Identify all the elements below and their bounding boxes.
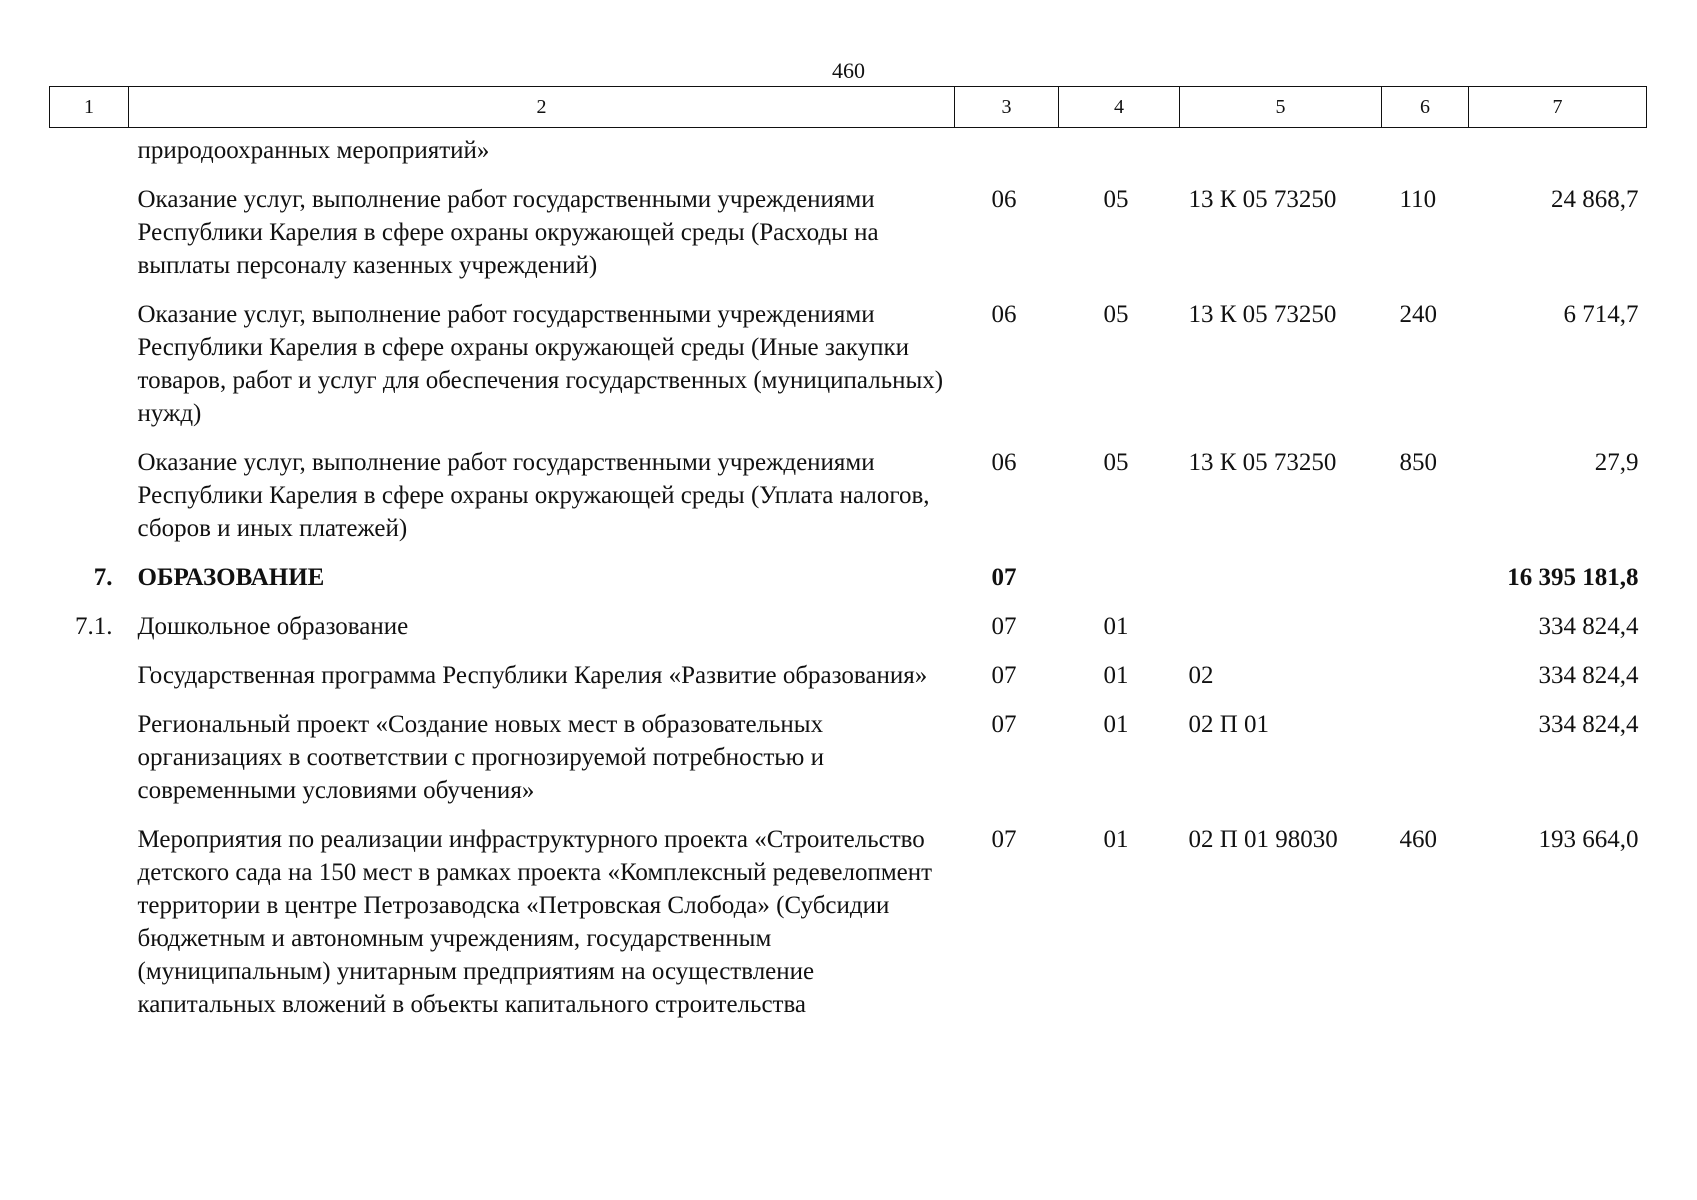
row-amount: 193 664,0	[1538, 826, 1639, 853]
row-subsection-code: 01	[1103, 613, 1129, 640]
row-section-code: 07	[991, 613, 1017, 640]
row-amount: 334 824,4	[1538, 613, 1639, 640]
row-name: Региональный проект «Создание новых мест в образовательных организациях в соответствии с прогнозируемой потребностью и современными условиями обучения»	[137, 711, 824, 804]
row-number	[50, 446, 129, 561]
row-amount: 334 824,4	[1538, 711, 1639, 738]
row-section-code: 07	[991, 711, 1017, 738]
row-expense-type	[1382, 128, 1469, 184]
column-number-header	[50, 87, 1647, 128]
row-section-code: 06	[991, 301, 1017, 328]
row-section-code: 07	[991, 564, 1017, 591]
row-name: ОБРАЗОВАНИЕ	[137, 564, 325, 591]
header-col-5: 5	[1180, 87, 1382, 128]
row-name: Оказание услуг, выполнение работ государственными учреждениями Республики Карелия в сфере охраны окружающей среды (Уплата налогов, сборов и иных платежей)	[137, 449, 930, 542]
row-subsection-code: 01	[1103, 826, 1129, 853]
row-name: Мероприятия по реализации инфраструктурного проекта «Строительство детского сада на 150 мест в рамках проекта «Комплексный редевелопмент территории в центре Петрозаводска «Петровская Слобода» (Субсидии бюджетным и автономным учреждениям, государственным (муниципальным) унитарным предприятиям на осуществление капитальных вложений в объекты капитального строительства	[137, 826, 933, 1018]
row-section-code: 07	[991, 826, 1017, 853]
table-body	[50, 128, 1647, 1038]
row-target-article: 02	[1188, 662, 1214, 689]
row-section-code	[955, 128, 1059, 184]
header-col-1: 1	[50, 87, 129, 128]
row-number	[50, 298, 129, 446]
row-section-code: 07	[991, 662, 1017, 689]
row-subsection-code: 05	[1103, 449, 1129, 476]
row-number	[50, 659, 129, 708]
table-row	[50, 128, 1647, 184]
header-col-4: 4	[1059, 87, 1180, 128]
budget-table	[49, 86, 1647, 1037]
row-amount: 6 714,7	[1563, 301, 1639, 328]
table-row	[50, 659, 1647, 708]
table-row	[50, 298, 1647, 446]
header-col-3: 3	[955, 87, 1059, 128]
row-target-article: 02 П 01 98030	[1188, 826, 1338, 853]
row-amount: 27,9	[1594, 449, 1639, 476]
row-subsection-code: 01	[1103, 711, 1129, 738]
row-section-code: 06	[991, 186, 1017, 213]
header-col-7: 7	[1469, 87, 1647, 128]
row-target-article	[1180, 128, 1382, 184]
row-amount: 16 395 181,8	[1507, 564, 1639, 591]
row-number: 7.	[93, 564, 113, 591]
header-col-2: 2	[129, 87, 955, 128]
row-target-article	[1180, 610, 1382, 659]
row-amount	[1469, 128, 1647, 184]
row-number	[50, 823, 129, 1037]
row-subsection-code: 01	[1103, 662, 1129, 689]
row-amount: 24 868,7	[1551, 186, 1639, 213]
table-row	[50, 610, 1647, 659]
row-expense-type	[1382, 659, 1469, 708]
row-number	[50, 708, 129, 823]
row-subsection-code	[1059, 128, 1180, 184]
row-target-article: 13 К 05 73250	[1188, 186, 1337, 213]
row-number: 7.1.	[75, 613, 113, 640]
row-subsection-code	[1059, 561, 1180, 610]
row-number	[50, 128, 129, 184]
row-expense-type: 110	[1399, 186, 1437, 213]
page-number: 460	[832, 58, 865, 83]
row-section-code: 06	[991, 449, 1017, 476]
row-name: природоохранных мероприятий»	[137, 137, 490, 164]
table-row	[50, 561, 1647, 610]
row-target-article: 13 К 05 73250	[1188, 301, 1337, 328]
table-row	[50, 183, 1647, 298]
row-subsection-code: 05	[1103, 301, 1129, 328]
row-expense-type: 240	[1399, 301, 1437, 328]
row-name: Оказание услуг, выполнение работ государственными учреждениями Республики Карелия в сфере охраны окружающей среды (Расходы на выплаты персоналу казенных учреждений)	[137, 186, 879, 279]
row-expense-type	[1382, 708, 1469, 823]
row-target-article: 13 К 05 73250	[1188, 449, 1337, 476]
row-expense-type	[1382, 561, 1469, 610]
row-subsection-code: 05	[1103, 186, 1129, 213]
row-expense-type	[1382, 610, 1469, 659]
row-name: Оказание услуг, выполнение работ государственными учреждениями Республики Карелия в сфере охраны окружающей среды (Иные закупки товаров, работ и услуг для обеспечения государственных (муниципальных) нужд)	[137, 301, 944, 427]
header-col-6: 6	[1382, 87, 1469, 128]
row-expense-type: 850	[1399, 449, 1437, 476]
table-row	[50, 708, 1647, 823]
row-amount: 334 824,4	[1538, 662, 1639, 689]
row-target-article	[1180, 561, 1382, 610]
row-expense-type: 460	[1399, 826, 1437, 853]
row-number	[50, 183, 129, 298]
row-name: Государственная программа Республики Карелия «Развитие образования»	[137, 662, 928, 689]
table-row	[50, 823, 1647, 1037]
row-target-article: 02 П 01	[1188, 711, 1270, 738]
table-row	[50, 446, 1647, 561]
row-name: Дошкольное образование	[137, 613, 409, 640]
